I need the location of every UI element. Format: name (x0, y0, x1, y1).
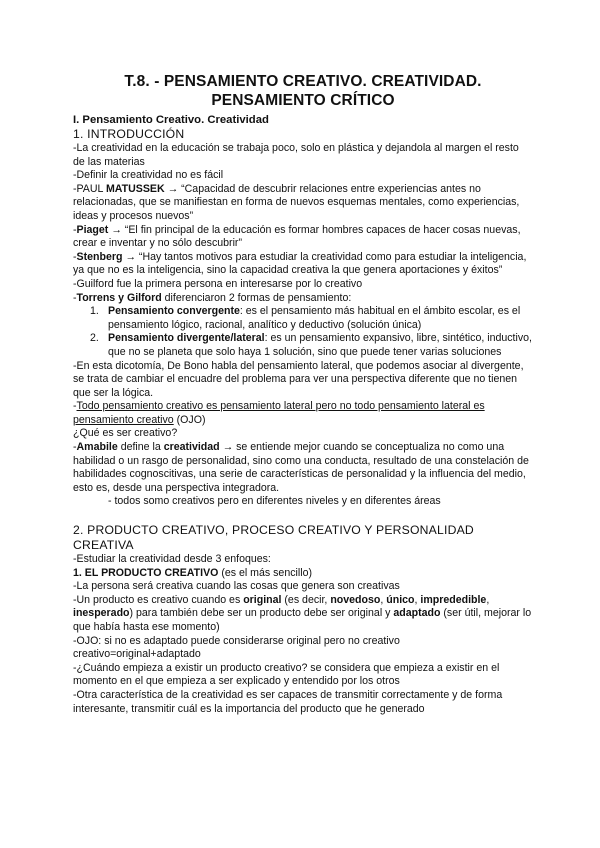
paragraph: creativo=original+adaptado (73, 648, 201, 661)
text: → “Capacidad de descubrir relaciones entre experiencias antes no relacionadas, que se manifiestan en forma de nuevos esquemas mentales, como experiencias, ideas y procesos nuevos” (73, 182, 520, 222)
text: diferenciaron 2 formas de pensamiento: (161, 291, 352, 304)
text: - (73, 250, 77, 263)
text: - (73, 223, 77, 236)
term: creatividad (163, 441, 220, 454)
text: (es el más sencillo) (218, 566, 312, 579)
paragraph-matussek (73, 183, 533, 224)
term: original (243, 593, 282, 606)
intro-heading: 1. INTRODUCCIÓN (73, 127, 185, 141)
text: - (73, 441, 77, 454)
paragraph: -En esta dicotomía, De Bono habla del pensamiento lateral, que podemos asociar al divergente, se trata de cambiar el encuadre del problema para ver una perspectiva diferente que no tienen que ser la lógica. (73, 359, 524, 399)
text: , (486, 593, 490, 606)
section-heading-2: 2. PRODUCTO CREATIVO, PROCESO CREATIVO Y PERSONALIDAD CREATIVA (73, 523, 474, 553)
list-item (73, 332, 533, 359)
subheading-producto (73, 567, 533, 581)
paragraph-stenberg (73, 251, 533, 278)
text: (ser útil, mejorar lo que había hasta ese momento) (73, 607, 532, 633)
list-number: 2. (90, 332, 99, 345)
paragraph-original (73, 594, 533, 635)
paragraph-amabile (73, 441, 533, 495)
text: → “Hay tantos motivos para estudiar la creatividad como para estudiar la inteligencia, ya que no es la inteligencia, sino la capacidad creativa la que genera aportaciones y éxitos” (73, 250, 527, 277)
list-item (73, 305, 533, 332)
paragraph: -Guilford fue la primera persona en interesarse por lo creativo (73, 277, 363, 290)
text: (OJO) (173, 413, 206, 426)
text: - (73, 400, 77, 413)
author-name: MATUSSEK (105, 182, 165, 195)
subheading: 1. EL PRODUCTO CREATIVO (73, 566, 219, 579)
paragraph: - todos somo creativos pero en diferentes niveles y en diferentes áreas (108, 495, 441, 508)
title-line-1: T.8. - PENSAMIENTO CREATIVO. CREATIVIDAD. (124, 73, 482, 90)
text: -PAUL (73, 182, 106, 195)
paragraph: -Estudiar la creatividad desde 3 enfoques: (73, 553, 271, 566)
paragraph: -La persona será creativa cuando las cosas que genera son creativas (73, 580, 400, 593)
text: define la (117, 441, 164, 454)
author-name: Stenberg (76, 250, 123, 263)
text: → se entiende mejor cuando se conceptualiza no como una habilidad o un rasgo de personalidad, sino como una conducta, resultado de una constelación de habilidades cognoscitivas, una serie de características de personalidad y la influencia del medio, esto es, desde una perspectiva integradora. (73, 441, 529, 494)
document-page (73, 72, 533, 716)
text: , (414, 593, 421, 606)
text: : es el pensamiento más habitual en el ámbito escolar, es el pensamiento lógico, racional, analítico y deductivo (solución única) (108, 305, 521, 331)
term: imprededible (420, 593, 487, 606)
text: → “El fin principal de la educación es formar hombres capaces de hacer cosas nuevas, crear e inventar y no sólo descubrir” (73, 223, 521, 250)
paragraph-torrens (73, 292, 533, 306)
text: , (380, 593, 387, 606)
term: adaptado (393, 607, 441, 620)
paragraph: -Otra característica de la creatividad es ser capaces de transmitir correctamente y de forma interesante, transmitir cuál es la importancia del producto que he generado (73, 688, 503, 715)
paragraph: -¿Cuándo empieza a existir un producto creativo? se considera que empieza a existir en el momento en el que empieza a ser explicado y entendido por los otros (73, 661, 500, 688)
text: : es un pensamiento expansivo, libre, sintético, inductivo, que no se planeta que solo haya 1 solución, sino que puede tener varias soluciones (108, 332, 532, 358)
title-line-2: PENSAMIENTO CRÍTICO (211, 92, 395, 109)
author-name: Torrens y Gilford (76, 291, 162, 304)
spacer (73, 509, 533, 523)
underlined-text: Todo pensamiento creativo es pensamiento lateral pero no todo pensamiento lateral es pensamiento creativo (73, 400, 485, 426)
author-name: Amabile (76, 441, 118, 454)
paragraph-piaget (73, 224, 533, 251)
author-name: Piaget (76, 223, 109, 236)
document-title (73, 72, 533, 110)
term: único (386, 593, 415, 606)
list-number: 1. (90, 305, 99, 318)
term: Pensamiento divergente/lateral (108, 332, 265, 345)
section-heading-1: I. Pensamiento Creativo. Creatividad (73, 114, 269, 126)
term: novedoso (330, 593, 381, 606)
text: (es decir, (281, 593, 331, 606)
text: -Un producto es creativo cuando es (73, 593, 244, 606)
paragraph: -La creatividad en la educación se trabaja poco, solo en plástica y dejandola al margen el resto de las materias (73, 142, 519, 168)
paragraph: ¿Qué es ser creativo? (73, 427, 178, 440)
term: Pensamiento convergente (108, 305, 240, 318)
paragraph-underlined (73, 400, 533, 427)
paragraph: -Definir la creatividad no es fácil (73, 169, 224, 182)
text: ) para también debe ser un producto debe ser original y (129, 607, 394, 620)
text: - (73, 291, 77, 304)
paragraph: -OJO: si no es adaptado puede considerarse original pero no creativo (73, 634, 400, 647)
term: inesperado (73, 607, 130, 620)
